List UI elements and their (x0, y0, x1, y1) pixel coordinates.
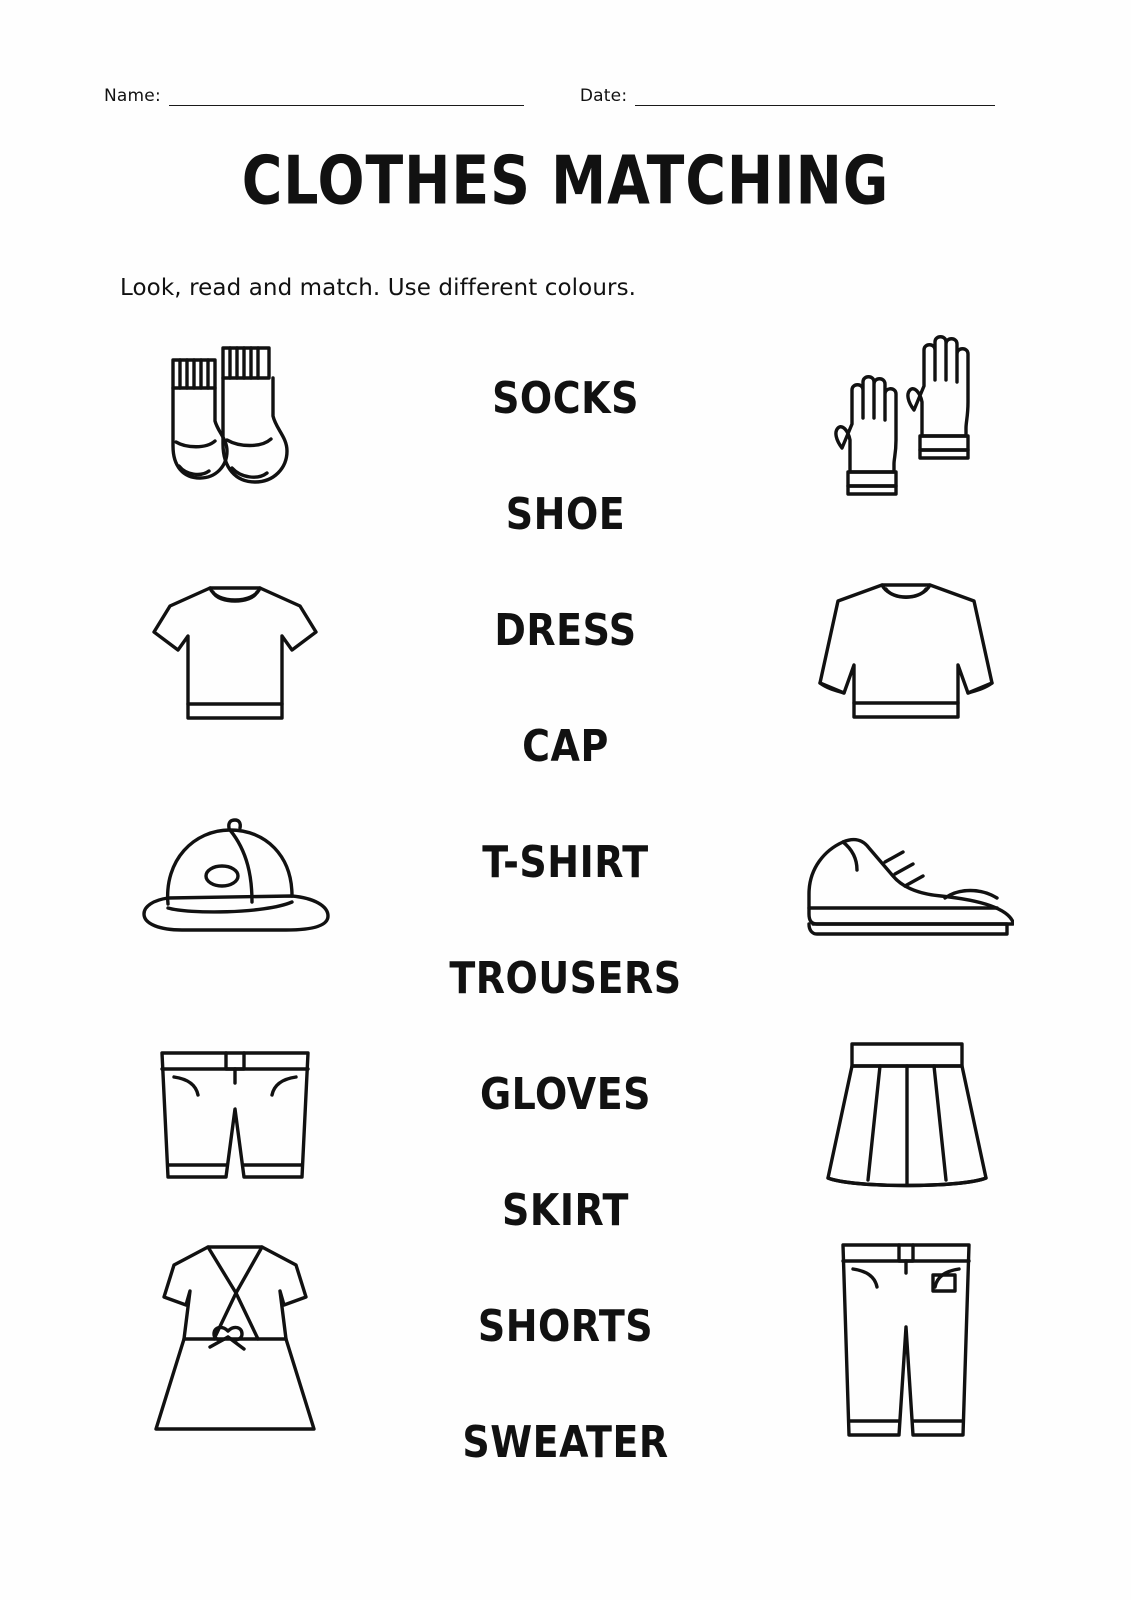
left-image-column (70, 330, 400, 1490)
left-image-tshirt[interactable] (70, 562, 400, 747)
shoe-icon (799, 822, 1014, 952)
word-item[interactable]: CAP (522, 720, 609, 772)
word-item[interactable]: DRESS (494, 604, 637, 656)
shorts-icon (140, 1035, 330, 1195)
left-image-socks[interactable] (70, 330, 400, 515)
skirt-icon (814, 1030, 999, 1200)
word-item[interactable]: SWEATER (462, 1416, 669, 1468)
left-image-shorts[interactable] (70, 1022, 400, 1207)
date-label: Date: (579, 86, 628, 106)
right-image-trousers[interactable] (741, 1250, 1071, 1435)
right-image-gloves[interactable] (741, 330, 1071, 515)
word-item[interactable]: SKIRT (502, 1184, 629, 1236)
date-input-line[interactable] (635, 90, 995, 106)
trousers-icon (821, 1235, 991, 1450)
left-image-dress[interactable] (70, 1250, 400, 1435)
right-image-skirt[interactable] (741, 1022, 1071, 1207)
word-item[interactable]: SHORTS (477, 1300, 654, 1352)
student-info-row (104, 86, 1027, 106)
word-list (401, 340, 731, 1500)
right-image-sweater[interactable] (741, 562, 1071, 747)
instructions-text: Look, read and match. Use different colours. (120, 275, 637, 301)
word-item[interactable]: GLOVES (479, 1068, 652, 1120)
left-image-cap[interactable] (70, 794, 400, 979)
dress-icon (140, 1235, 330, 1450)
matching-board (0, 330, 1131, 1490)
word-item[interactable]: SHOE (505, 488, 626, 540)
sweater-icon (806, 567, 1006, 742)
word-item[interactable]: TROUSERS (449, 952, 682, 1004)
right-image-column (741, 330, 1071, 1490)
word-item[interactable]: SOCKS (492, 372, 639, 424)
cap-icon (130, 812, 340, 962)
name-input-line[interactable] (169, 90, 524, 106)
gloves-icon (806, 328, 1006, 518)
tshirt-icon (140, 570, 330, 740)
page-title: CLOTHES MATCHING (241, 142, 890, 220)
name-label: Name: (104, 86, 161, 106)
word-item[interactable]: T-SHIRT (482, 836, 649, 888)
socks-icon (135, 338, 335, 508)
right-image-shoe[interactable] (741, 794, 1071, 979)
